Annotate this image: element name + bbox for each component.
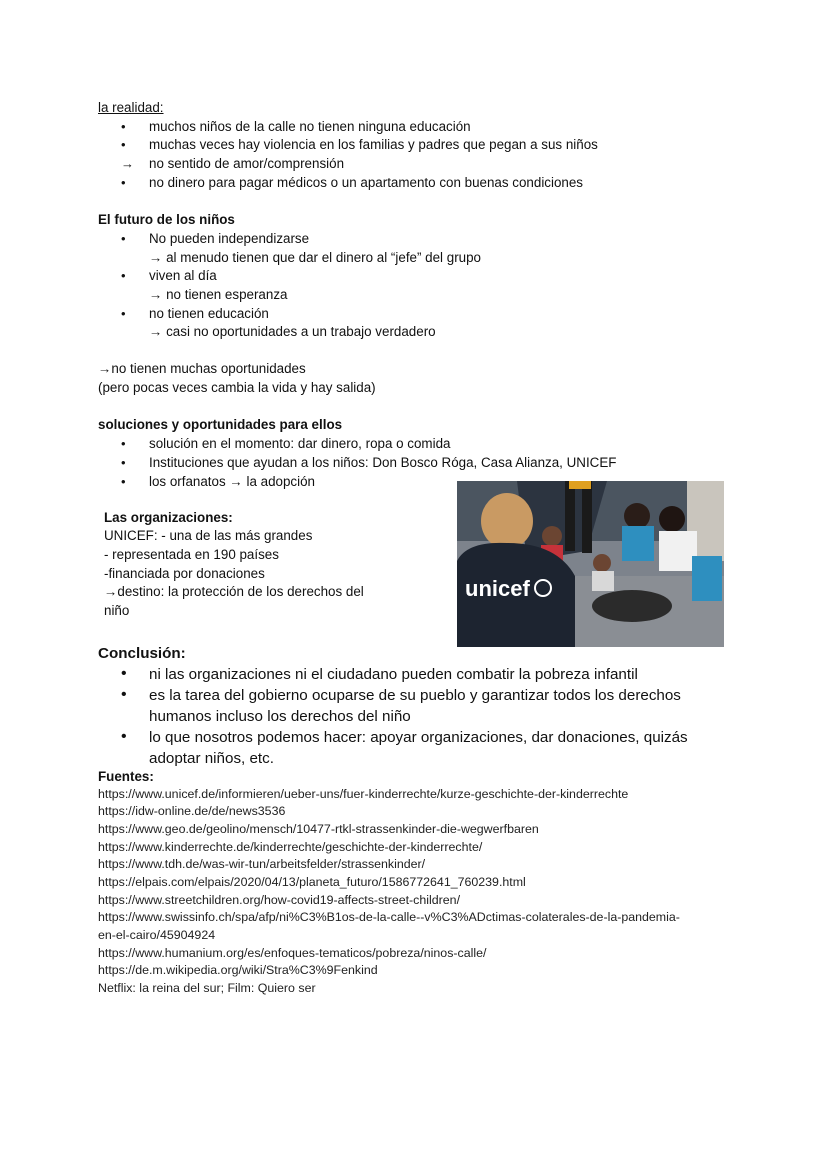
section-heading-fuentes: Fuentes: <box>98 769 154 784</box>
unicef-photo <box>457 481 724 647</box>
summary-line: (pero pocas veces cambia la vida y hay salida) <box>98 380 376 395</box>
list-subitem: → no tienen esperanza <box>149 287 288 302</box>
source-link-continued: en-el-cairo/45904924 <box>98 928 216 942</box>
source-link: https://idw-online.de/de/news3536 <box>98 804 286 818</box>
list-item-continued: humanos incluso los derechos del niño <box>149 708 411 725</box>
bullet-marker: • <box>121 665 127 682</box>
bullet-marker: • <box>121 175 126 190</box>
text-line: -financiada por donaciones <box>104 566 265 581</box>
summary-line: →no tienen muchas oportunidades <box>98 361 306 376</box>
section-heading-conclusion: Conclusión: <box>98 645 186 662</box>
unicef-shirt-label: unicef <box>465 576 530 601</box>
list-item: muchos niños de la calle no tienen ninguna educación <box>149 119 471 134</box>
bullet-marker: • <box>121 686 127 703</box>
list-subitem: → casi no oportunidades a un trabajo verdadero <box>149 324 436 339</box>
section-heading-soluciones: soluciones y oportunidades para ellos <box>98 417 343 432</box>
list-item: ni las organizaciones ni el ciudadano pueden combatir la pobreza infantil <box>149 666 638 683</box>
list-item: viven al día <box>149 268 217 283</box>
arrow-marker: → <box>121 156 134 171</box>
source-link: https://www.geo.de/geolino/mensch/10477-rtkl-strassenkinder-die-wegwerfbaren <box>98 822 539 836</box>
list-item: Instituciones que ayudan a los niños: Don Bosco Róga, Casa Alianza, UNICEF <box>149 455 617 470</box>
list-item: los orfanatos → la adopción <box>149 474 315 489</box>
list-subitem: → al menudo tienen que dar el dinero al “jefe” del grupo <box>149 250 482 265</box>
list-item: no tienen educación <box>149 306 269 321</box>
list-item: es la tarea del gobierno ocuparse de su pueblo y garantizar todos los derechos <box>149 687 681 704</box>
list-item: No pueden independizarse <box>149 231 310 246</box>
list-item: solución en el momento: dar dinero, ropa o comida <box>149 436 451 451</box>
bullet-marker: • <box>121 231 126 246</box>
list-item: no dinero para pagar médicos o un apartamento con buenas condiciones <box>149 175 583 190</box>
list-item: muchas veces hay violencia en los familias y padres que pegan a sus niños <box>149 137 598 152</box>
source-link: https://de.m.wikipedia.org/wiki/Stra%C3%9Fenkind <box>98 963 378 977</box>
section-heading-futuro: El futuro de los niños <box>98 212 235 227</box>
bullet-marker: • <box>121 436 126 451</box>
section-heading-organizaciones: Las organizaciones: <box>104 510 233 525</box>
text-line: - representada en 190 países <box>104 547 279 562</box>
text-line: →destino: la protección de los derechos del <box>104 584 364 599</box>
text-line: UNICEF: - una de las más grandes <box>104 528 313 543</box>
bullet-marker: • <box>121 306 126 321</box>
bullet-marker: • <box>121 728 127 745</box>
source-link: https://www.swissinfo.ch/spa/afp/ni%C3%B1os-de-la-calle--v%C3%ADctimas-colaterales-de-la-pandemia- <box>98 910 680 924</box>
source-link: https://www.tdh.de/was-wir-tun/arbeitsfelder/strassenkinder/ <box>98 857 426 871</box>
bullet-marker: • <box>121 474 126 489</box>
source-link: https://elpais.com/elpais/2020/04/13/planeta_futuro/1586772641_760239.html <box>98 875 526 889</box>
section-heading-realidad: la realidad: <box>98 100 164 115</box>
unicef-photo-illustration <box>457 481 724 647</box>
source-link: https://www.kinderrechte.de/kinderrechte/geschichte-der-kinderrechte/ <box>98 840 483 854</box>
source-link: https://www.streetchildren.org/how-covid19-affects-street-children/ <box>98 893 461 907</box>
source-media: Netflix: la reina del sur; Film: Quiero ser <box>98 981 316 995</box>
list-item-continued: adoptar niños, etc. <box>149 750 274 767</box>
list-item: no sentido de amor/comprensión <box>149 156 345 171</box>
bullet-marker: • <box>121 137 126 152</box>
bullet-marker: • <box>121 119 126 134</box>
bullet-marker: • <box>121 268 126 283</box>
source-link: https://www.unicef.de/informieren/ueber-uns/fuer-kinderrechte/kurze-geschichte-der-kinderrechte <box>98 787 629 801</box>
list-item: lo que nosotros podemos hacer: apoyar organizaciones, dar donaciones, quizás <box>149 729 688 746</box>
bullet-marker: • <box>121 455 126 470</box>
text-line: niño <box>104 603 130 618</box>
source-link: https://www.humanium.org/es/enfoques-tematicos/pobreza/ninos-calle/ <box>98 946 487 960</box>
